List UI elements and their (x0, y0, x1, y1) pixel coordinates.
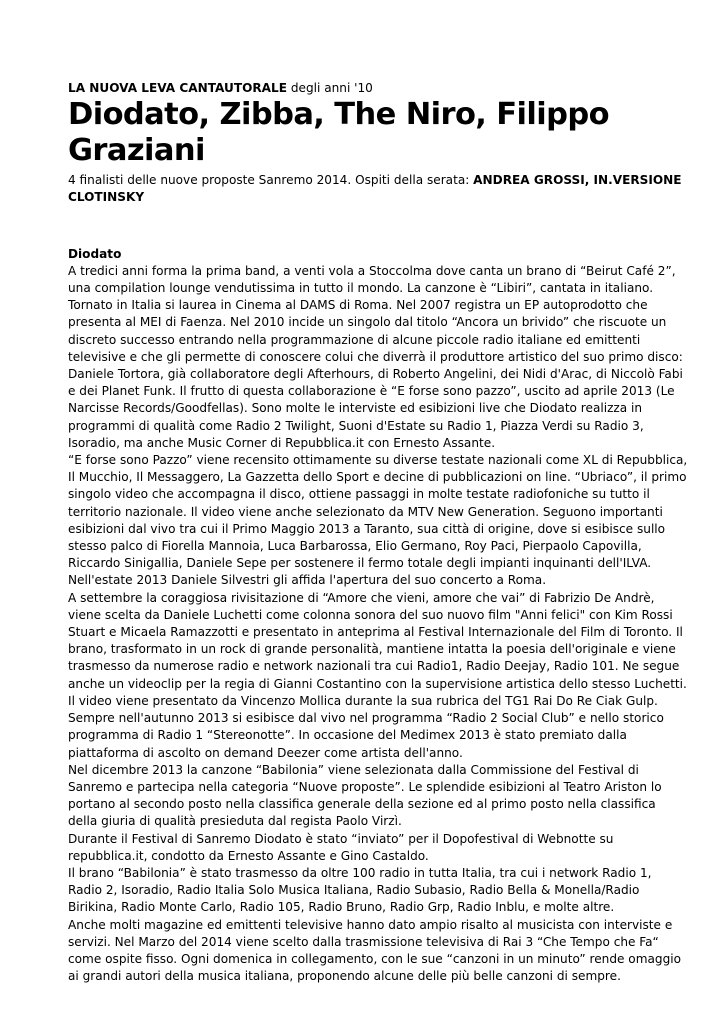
paragraph: Durante il Festival di Sanremo Diodato è stato “inviato” per il Dopofestival di Webnotte su repubblica.it, condotto da Ernesto Assante e Gino Castaldo. (68, 831, 614, 863)
paragraph: “E forse sono Pazzo” viene recensito ottimamente su diverse testate nazionali come XL di Repubblica, Il Mucchio, Il Messaggero, La Gazzetta dello Sport e decine di pubblicazioni on line. “Ubriaco”, il primo singolo video che accompagna il disco, ottiene passaggi in molte testate radiofoniche su tutto il territorio nazionale. Il video viene anche selezionato da MTV New Generation. Seguono importanti esibizioni dal vivo tra cui il Primo Maggio 2013 a Taranto, sua città di origine, dove si esibisce sullo stesso palco di Fiorella Mannoia, Luca Barbarossa, Elio Germano, Roy Paci, Pierpaolo Capovilla, Riccardo Sinigallia, Daniele Sepe per sostenere il fermo totale degli impianti inquinanti dell'ILVA. Nell'estate 2013 Daniele Silvestri gli affida l'apertura del suo concerto a Roma. (68, 453, 688, 588)
document-page (68, 80, 688, 985)
paragraph: Nel dicembre 2013 la canzone “Babilonia” viene selezionata dalla Commissione del Festival di Sanremo e partecipa nella categoria “Nuove proposte”. Le splendide esibizioni al Teatro Ariston lo portano al secondo posto nella classifica generale della sezione ed al primo posto nella classifica della giuria di qualità presieduta dal regista Paolo Virzì. (68, 762, 662, 829)
paragraph: Anche molti magazine ed emittenti televisive hanno dato ampio risalto al musicista con interviste e servizi. Nel Marzo del 2014 viene scelto dalla trasmissione televisiva di Rai 3 “Che Tempo che Fa“ come ospite fisso. Ogni domenica in collegamento, con le sue “canzoni in un minuto” rende omaggio ai grandi autori della musica italiana, proponendo alcune delle più belle canzoni di sempre. (68, 917, 682, 984)
page-title: Diodato, Zibba, The Niro, Filippo Graziani (68, 97, 609, 169)
paragraph: A tredici anni forma la prima band, a venti vola a Stoccolma dove canta un brano di “Beirut Café 2”, una compilation lounge vendutissima in tutto il mondo. La canzone è “Libiri”, cantata in italiano. Tornato in Italia si laurea in Cinema al DAMS di Roma. Nel 2007 registra un EP autoprodotto che presenta al MEI di Faenza. Nel 2010 incide un singolo dal titolo “Ancora un brivido” che riscuote un discreto successo entrando nella programmazione di alcune piccole radio italiane ed emittenti televisive e che gli permette di conoscere colui che diverrà il produttore artistico del suo primo disco: Daniele Tortora, già collaboratore degli Afterhours, di Roberto Angelini, dei Nidi d'Arac, di Niccolò Fabi e dei Planet Funk. Il frutto di questa collaborazione è “E forse sono pazzo”, uscito ad aprile 2013 (Le Narcisse Records/Goodfellas). Sono molte le interviste ed esibizioni live che Diodato realizza in programmi di qualità come Radio 2 Twilight, Suoni d'Estate su Radio 1, Piazza Verdi su Radio 3, Isoradio, ma anche Music Corner di Repubblica.it con Ernesto Assante. (68, 263, 683, 450)
section-title: Diodato (68, 246, 122, 261)
subtitle-guests: ANDREA GROSSI, IN.VERSIONE CLOTINSKY (68, 173, 682, 205)
subtitle-text: 4 finalisti delle nuove proposte Sanremo 2014. Ospiti della serata: (68, 173, 474, 188)
paragraph: A settembre la coraggiosa rivisitazione di “Amore che vieni, amore che vai” di Fabrizio De Andrè, viene scelta da Daniele Luchetti come colonna sonora del suo nuovo film "Anni felici" con Kim Rossi Stuart e Micaela Ramazzotti e presentato in anteprima al Festival Internazionale del Film di Toronto. Il brano, trasformato in un rock di grande personalità, mantiene intatta la poesia dell'originale e viene trasmesso da numerose radio e network nazionali tra cui Radio1, Radio Deejay, Radio 101. Ne segue anche un videoclip per la regia di Gianni Costantino con la supervisione artistica dello stesso Luchetti. Il video viene presentato da Vincenzo Mollica durante la sua rubrica del TG1 Rai Do Re Ciak Gulp. Sempre nell'autunno 2013 si esibisce dal vivo nel programma “Radio 2 Social Club” e nello storico programma di Radio 1 “Stereonotte”. In occasione del Medimex 2013 è stato premiato dalla piattaforma di ascolto on demand Deezer come artista dell'anno. (68, 590, 687, 760)
kicker-line (68, 80, 688, 97)
kicker-bold: LA NUOVA LEVA CANTAUTORALE (68, 81, 288, 95)
subtitle (68, 172, 688, 206)
paragraph: Il brano “Babilonia” è stato trasmesso da oltre 100 radio in tutta Italia, tra cui i network Radio 1, Radio 2, Isoradio, Radio Italia Solo Musica Italiana, Radio Subasio, Radio Bella & Monella/Radio Birikina, Radio Monte Carlo, Radio 105, Radio Bruno, Radio Grp, Radio Inblu, e molte altre. (68, 865, 652, 915)
kicker-rest: degli anni '10 (287, 81, 373, 95)
